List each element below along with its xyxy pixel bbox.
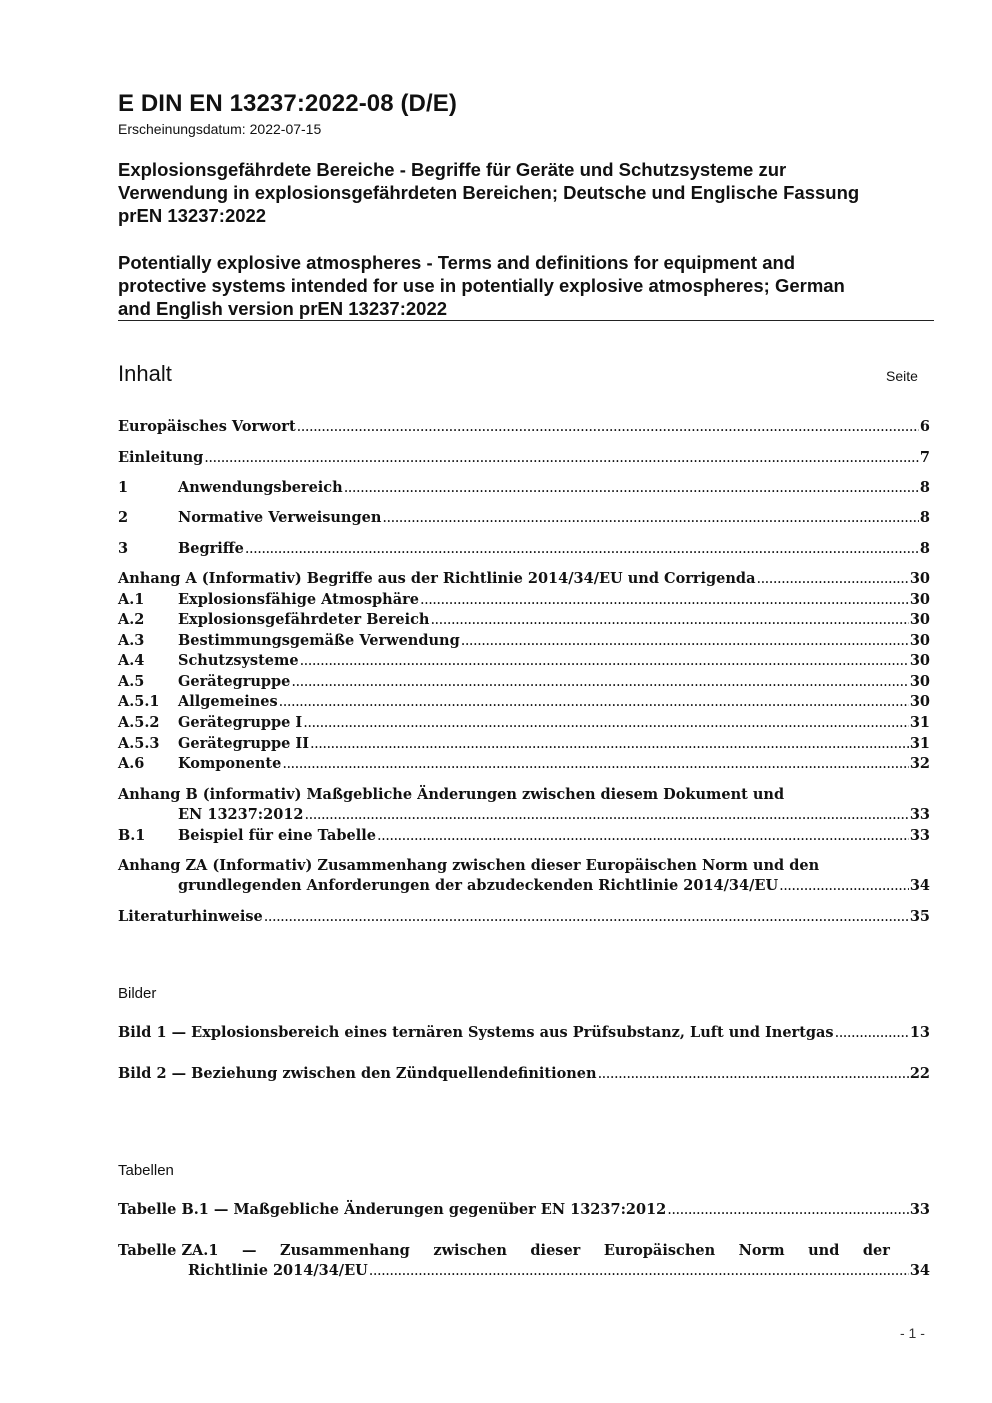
table-entry-label: Tabelle B.1 — Maßgebliche Änderungen gegenüber EN 13237:2012 — [118, 1201, 667, 1218]
leader-dots — [420, 590, 909, 610]
toc-entry-label: Gerätegruppe I — [178, 714, 303, 731]
toc-entry-a5[interactable] — [118, 672, 930, 692]
toc-heading: Inhalt — [118, 361, 172, 386]
toc-entry-a5-3[interactable] — [118, 734, 930, 754]
leader-dots — [305, 805, 909, 825]
leader-dots — [204, 448, 919, 468]
toc-entry-a2[interactable] — [118, 610, 930, 630]
toc-entry-label: Explosionsfähige Atmosphäre — [178, 591, 419, 608]
toc-entry-label: Begriffe — [178, 540, 244, 557]
leader-dots — [245, 539, 919, 559]
toc-entry-label: Explosionsgefährdeter Bereich — [178, 611, 430, 628]
figure-entry-1[interactable] — [118, 1023, 930, 1043]
toc-entry-label-cont: grundlegenden Anforderungen der abzudeckenden Richtlinie 2014/34/EU — [178, 877, 779, 894]
leader-dots — [756, 569, 908, 589]
toc-entry-a6[interactable] — [118, 754, 930, 774]
title-line: Potentially explosive atmospheres - Terms and definitions for equipment and — [118, 252, 796, 273]
figure-entry-page: 13 — [909, 1024, 930, 1041]
toc-entry-label: Anhang ZA (Informativ) Zusammenhang zwischen dieser Europäischen Norm und den — [118, 857, 820, 874]
toc-entry-number: 3 — [118, 540, 129, 557]
toc-entry-page: 7 — [919, 449, 930, 466]
date-value: 2022-07-15 — [249, 121, 322, 137]
toc-entry-introduction[interactable] — [118, 448, 930, 468]
toc-entry-number: A.5.2 — [118, 714, 160, 731]
title-line: Verwendung in explosionsgefährdeten Bereichen; Deutsche und Englische Fassung — [118, 182, 860, 203]
toc-entry-page: 8 — [919, 540, 930, 557]
document-id: E DIN EN 13237:2022-08 (D/E) — [118, 90, 457, 117]
title-line: and English version prEN 13237:2022 — [118, 298, 448, 319]
toc-entry-page: 8 — [919, 509, 930, 526]
leader-dots — [835, 1023, 909, 1043]
toc-entry-page: 30 — [909, 591, 930, 608]
toc-entry-label: Schutzsysteme — [178, 652, 299, 669]
leader-dots — [430, 610, 908, 630]
toc-entry-label: Anhang A (Informativ) Begriffe aus der Richtlinie 2014/34/EU und Corrigenda — [118, 570, 756, 587]
word: und — [808, 1242, 840, 1259]
leader-dots — [377, 826, 909, 846]
publication-date — [118, 121, 321, 137]
leader-dots — [344, 478, 919, 498]
figure-entry-label: Bild 1 — Explosionsbereich eines ternären Systems aus Prüfsubstanz, Luft und Inertgas — [118, 1024, 834, 1041]
word: Tabelle ZA.1 — [118, 1242, 219, 1259]
toc-entry-label: Anhang B (informativ) Maßgebliche Änderungen zwischen diesem Dokument und — [118, 786, 785, 803]
leader-dots — [382, 508, 919, 528]
table-entry-page: 34 — [909, 1262, 930, 1279]
tables-heading: Tabellen — [118, 1162, 174, 1179]
table-entry-label — [118, 1241, 890, 1261]
word: der — [862, 1242, 890, 1259]
toc-entry-page: 35 — [909, 908, 930, 925]
toc-entry-page: 30 — [909, 611, 930, 628]
toc-entry-label-cont: EN 13237:2012 — [178, 806, 304, 823]
leader-dots — [291, 672, 908, 692]
leader-dots — [310, 734, 909, 754]
toc-entry-number: A.5 — [118, 673, 145, 690]
toc-entry-label: Gerätegruppe II — [178, 735, 310, 752]
toc-entry-a4[interactable] — [118, 651, 930, 671]
toc-entry-label: Literaturhinweise — [118, 908, 263, 925]
toc-entry-number: A.1 — [118, 591, 145, 608]
title-line: Explosionsgefährdete Bereiche - Begriffe für Geräte und Schutzsysteme zur — [118, 159, 787, 180]
word: dieser — [530, 1242, 581, 1259]
toc-entry-page: 31 — [909, 735, 930, 752]
word: Zusammenhang — [280, 1242, 410, 1259]
leader-dots — [300, 651, 909, 671]
toc-entry-a1[interactable] — [118, 590, 930, 610]
figure-entry-label: Bild 2 — Beziehung zwischen den Zündquellendefinitionen — [118, 1065, 597, 1082]
toc-entry-label: Bestimmungsgemäße Verwendung — [178, 632, 460, 649]
word: Norm — [738, 1242, 785, 1259]
toc-entry-label: Anwendungsbereich — [178, 479, 343, 496]
leader-dots — [369, 1261, 909, 1281]
word: — — [241, 1242, 257, 1259]
leader-dots — [667, 1200, 909, 1220]
toc-entry-label: Normative Verweisungen — [178, 509, 382, 526]
toc-entry-label: Komponente — [178, 755, 282, 772]
toc-entry-page: 30 — [909, 570, 930, 587]
date-label: Erscheinungsdatum: — [118, 121, 246, 137]
leader-dots — [279, 692, 909, 712]
toc-entry-label: Europäisches Vorwort — [118, 418, 296, 435]
leader-dots — [598, 1064, 909, 1084]
toc-entry-page: 30 — [909, 693, 930, 710]
table-entry-page: 33 — [909, 1201, 930, 1218]
figure-entry-2[interactable] — [118, 1064, 930, 1084]
toc-entry-foreword[interactable] — [118, 417, 930, 437]
toc-entry-page: 30 — [909, 673, 930, 690]
title-line: protective systems intended for use in potentially explosive atmospheres; German — [118, 275, 845, 296]
toc-entry-label: Gerätegruppe — [178, 673, 291, 690]
toc-entry-a3[interactable] — [118, 631, 930, 651]
toc-entry-page: 33 — [909, 806, 930, 823]
toc-entry-page: 33 — [909, 827, 930, 844]
toc-entry-number: A.6 — [118, 755, 145, 772]
leader-dots — [779, 876, 909, 896]
toc-entry-terms[interactable] — [118, 539, 930, 559]
page-number: - 1 - — [900, 1325, 925, 1341]
toc-entry-annex-za[interactable] — [118, 856, 930, 898]
figures-heading: Bilder — [118, 985, 157, 1002]
toc-entry-number: A.5.1 — [118, 693, 160, 710]
leader-dots — [461, 631, 909, 651]
toc-entry-number: A.3 — [118, 632, 145, 649]
leader-dots — [297, 417, 919, 437]
title-german — [118, 158, 918, 227]
toc-entry-page: 6 — [919, 418, 930, 435]
table-entry-za1[interactable] — [118, 1241, 930, 1283]
title-divider — [118, 320, 934, 321]
toc-entry-annex-a[interactable] — [118, 569, 930, 589]
table-entry-label-cont: Richtlinie 2014/34/EU — [188, 1262, 368, 1279]
table-entry-b1[interactable] — [118, 1200, 930, 1220]
toc-entry-a5-1[interactable] — [118, 692, 930, 712]
toc-entry-label: Allgemeines — [178, 693, 278, 710]
toc-entry-page: 34 — [909, 877, 930, 894]
toc-entry-literature[interactable] — [118, 907, 930, 927]
toc-entry-a5-2[interactable] — [118, 713, 930, 733]
toc-entry-number: A.4 — [118, 652, 145, 669]
toc-entry-b1[interactable] — [118, 826, 930, 846]
toc-entry-number: 1 — [118, 479, 129, 496]
toc-entry-number: 2 — [118, 509, 129, 526]
toc-entry-page: 30 — [909, 652, 930, 669]
toc-entry-page: 32 — [909, 755, 930, 772]
title-english — [118, 251, 918, 320]
leader-dots — [264, 907, 909, 927]
toc-entry-page: 30 — [909, 632, 930, 649]
figure-entry-page: 22 — [909, 1065, 930, 1082]
toc-entry-number: B.1 — [118, 827, 146, 844]
title-line: prEN 13237:2022 — [118, 205, 267, 226]
page-column-label: Seite — [886, 368, 918, 384]
toc-entry-page: 31 — [909, 714, 930, 731]
toc-entry-number: A.5.3 — [118, 735, 160, 752]
toc-entry-page: 8 — [919, 479, 930, 496]
leader-dots — [303, 713, 909, 733]
toc-entry-label: Einleitung — [118, 449, 204, 466]
toc-entry-normative-references[interactable] — [118, 508, 930, 528]
word: Europäischen — [603, 1242, 716, 1259]
leader-dots — [282, 754, 908, 774]
word: zwischen — [433, 1242, 507, 1259]
toc-entry-annex-b[interactable] — [118, 785, 930, 827]
toc-entry-scope[interactable] — [118, 478, 930, 498]
toc-entry-number: A.2 — [118, 611, 145, 628]
toc-entry-label: Beispiel für eine Tabelle — [178, 827, 377, 844]
